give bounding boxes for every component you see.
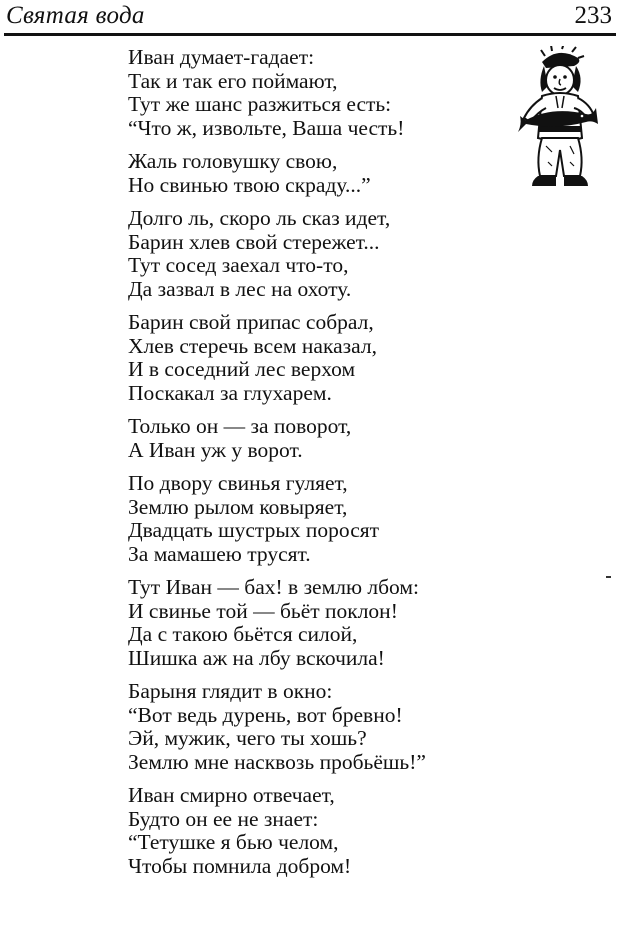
poem-line: Двадцать шустрых поросят — [128, 518, 380, 542]
poem-line: Землю мне насквозь пробьёшь!” — [128, 749, 426, 774]
stanza — [128, 46, 538, 140]
poem-line: Долго ль, скоро ль сказ идет, — [128, 206, 391, 230]
poem-line: Иван думает-гадает: — [128, 45, 315, 69]
poem-line: И свинье той — бьёт поклон! — [128, 598, 398, 623]
stanza — [128, 150, 538, 197]
poem-line: За мамашею трусят. — [128, 541, 311, 566]
poem-line: По двору свинья гуляет, — [128, 471, 348, 495]
poem-line: “Вот ведь дурень, вот бревно! — [128, 702, 403, 727]
poem-line: Тут же шанс разжиться есть: — [128, 92, 392, 116]
poem-line: Шишка аж на лбу вскочила! — [128, 645, 385, 670]
poem-line: Тут сосед заехал что-то, — [128, 253, 349, 277]
poem-line: Барыня глядит в окно: — [128, 679, 333, 703]
stanza — [128, 311, 538, 405]
page-header — [4, 0, 616, 36]
poem-line: Эй, мужик, чего ты хошь? — [128, 726, 367, 750]
poem-line: Так и так его поймают, — [128, 68, 338, 93]
poem-line: Будто он ее не знает: — [128, 806, 319, 831]
poem-line: “Что ж, извольте, Ваша честь! — [128, 115, 405, 140]
poem-line: “Тетушке я бью челом, — [128, 830, 339, 854]
poem-line: Землю рылом ковыряет, — [128, 494, 348, 519]
stanza — [128, 207, 538, 301]
poem-line: Но свинью твою скраду...” — [128, 172, 371, 197]
poem-line: Хлев стеречь всем наказал, — [128, 333, 377, 358]
poem-line: Да с такою бьётся силой, — [128, 622, 358, 646]
header-rule — [4, 33, 616, 36]
poem-line: Барин хлев свой стережет... — [128, 229, 380, 254]
poem-line: Чтобы помнила добром! — [128, 853, 352, 878]
stanza — [128, 415, 538, 462]
poem-line: Тут Иван — бах! в землю лбом: — [128, 575, 419, 599]
page-number: 233 — [574, 2, 612, 29]
poem-line: И в соседний лес верхом — [128, 357, 356, 381]
running-title: Святая вода — [6, 2, 145, 29]
poem-line: Жаль головушку свою, — [128, 149, 338, 173]
poem-line: Да зазвал в лес на охоту. — [128, 276, 352, 301]
poem-body — [128, 46, 538, 888]
print-speck — [606, 576, 611, 578]
stanza — [128, 472, 538, 566]
poem-line: Только он — за поворот, — [128, 414, 352, 438]
poem-line: Барин свой припас собрал, — [128, 310, 374, 334]
poem-line: Иван смирно отвечает, — [128, 783, 335, 807]
poem-line: Поскакал за глухарем. — [128, 380, 332, 405]
stanza — [128, 680, 538, 774]
poem-line: А Иван уж у ворот. — [128, 437, 303, 462]
stanza — [128, 576, 538, 670]
stanza — [128, 784, 538, 878]
